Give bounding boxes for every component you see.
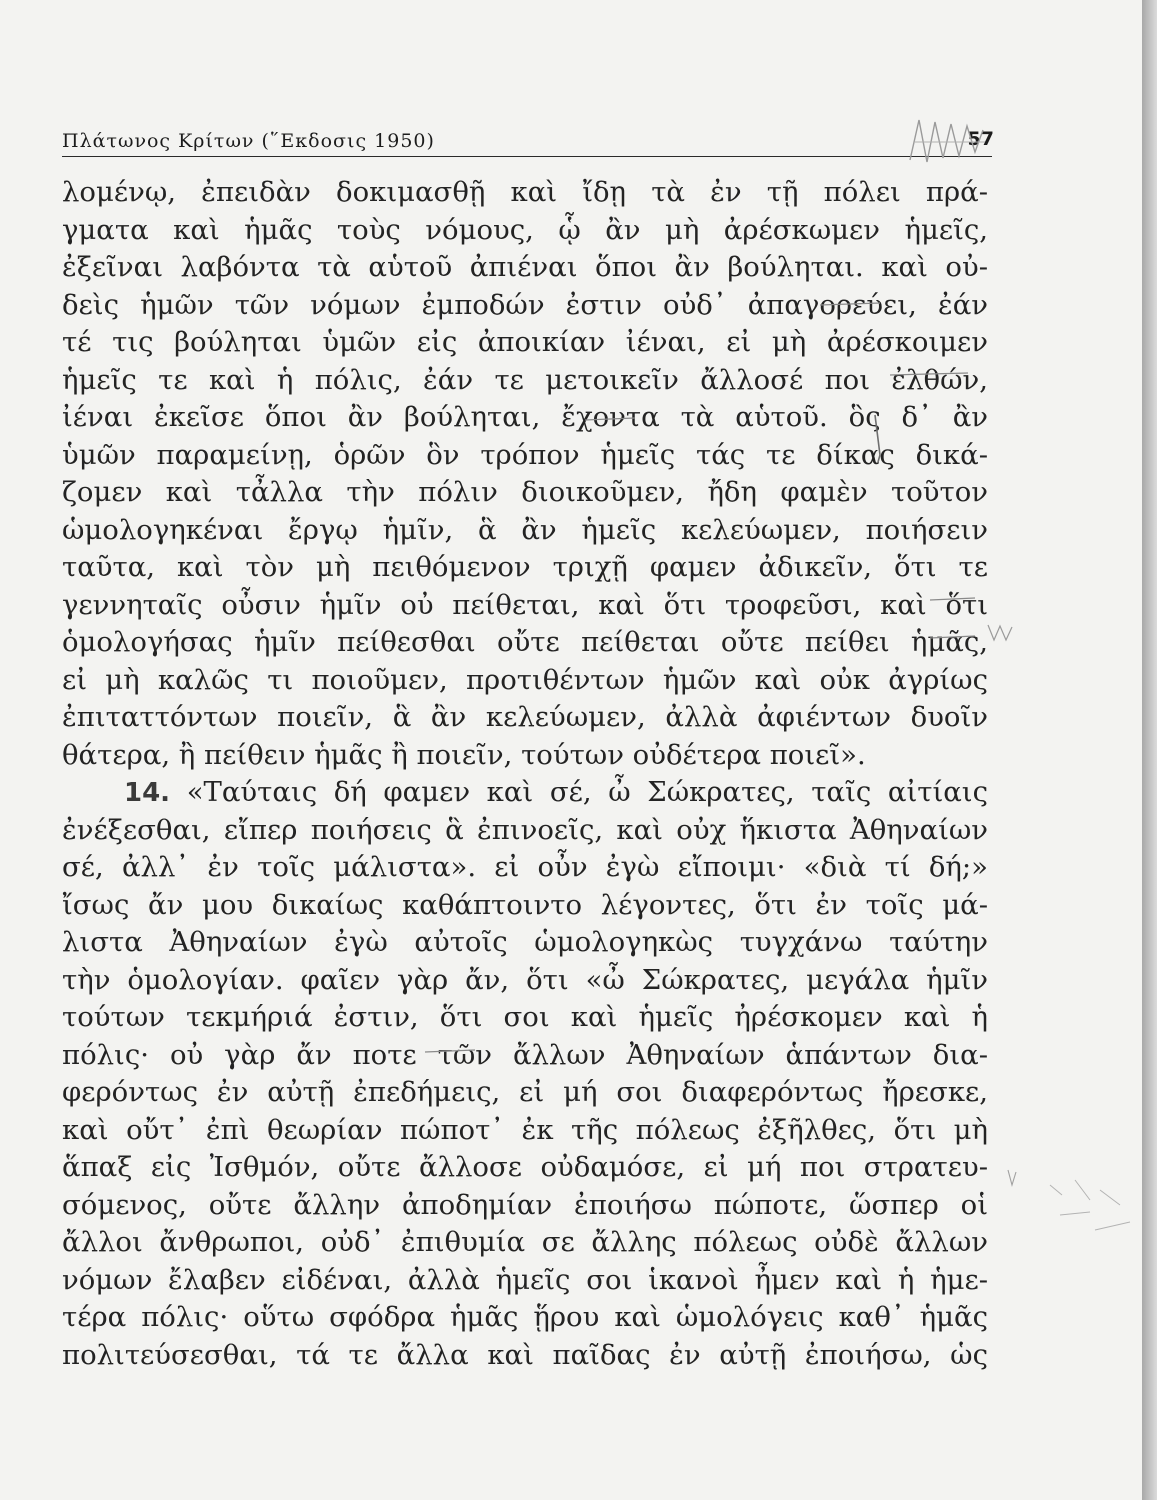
text-line: εἰ μὴ καλῶς τι ποιοῦμεν, προτιθέντων ἡμῶν καὶ οὐκ ἀγρίως	[62, 663, 988, 696]
text-line: τέρα πόλις· οὕτω σφόδρα ἡμᾶς ᾕρου καὶ ὡμολόγεις καθ᾽ ἡμᾶς	[62, 1301, 988, 1333]
text-line: δεὶς ἡμῶν τῶν νόμων ἐμποδών ἐστιν οὐδ᾽ ἀπαγορεύει, ἐάν	[62, 288, 988, 321]
body-text	[62, 174, 988, 1374]
text-line: λομένῳ, ἐπειδὰν δοκιμασθῇ καὶ ἴδῃ τὰ ἐν τῇ πόλει πρά-	[62, 176, 988, 208]
text-line: ἡμεῖς τε καὶ ἡ πόλις, ἐάν τε μετοικεῖν ἄλλοσέ ποι ἐλθών,	[62, 363, 988, 396]
text-line: πολιτεύσεσθαι, τά τε ἄλλα καὶ παῖδας ἐν αὐτῇ ἐποιήσω, ὡς	[62, 1338, 988, 1371]
text-line: τὴν ὁμολογίαν. φαῖεν γὰρ ἄν, ὅτι «ὦ Σώκρατες, μεγάλα ἡμῖν	[62, 963, 988, 996]
page-number: 57	[967, 128, 994, 150]
text-line: σόμενος, οὔτε ἄλλην ἀποδημίαν ἐποιήσω πώποτε, ὥσπερ οἱ	[62, 1188, 988, 1221]
text-line: θάτερα, ἢ πείθειν ἡμᾶς ἢ ποιεῖν, τούτων οὐδέτερα ποιεῖ».	[62, 738, 866, 771]
section-first-line	[62, 774, 988, 812]
text-line: φερόντως ἐν αὐτῇ ἐπεδήμεις, εἰ μή σοι διαφερόντως ἤρεσκε,	[62, 1076, 988, 1108]
text-line: ὑμῶν παραμείνῃ, ὁρῶν ὃν τρόπον ἡμεῖς τάς τε δίκας δικά-	[62, 438, 988, 471]
text-line: ὡμολογηκέναι ἔργῳ ἡμῖν, ἃ ἂν ἡμεῖς κελεύωμεν, ποιήσειν	[62, 513, 988, 546]
text-line: γματα καὶ ἡμᾶς τοὺς νόμους, ᾧ ἂν μὴ ἀρέσκωμεν ἡμεῖς,	[62, 213, 988, 246]
text-line: ὁμολογήσας ἡμῖν πείθεσθαι οὔτε πείθεται οὔτε πείθει ἡμᾶς,	[62, 626, 988, 658]
text-line: ἐπιταττόντων ποιεῖν, ἃ ἂν κελεύωμεν, ἀλλὰ ἀφιέντων δυοῖν	[62, 701, 988, 733]
pencil-scribble-icon	[905, 112, 995, 172]
text-line: ἅπαξ εἰς Ἰσθμόν, οὔτε ἄλλοσε οὐδαμόσε, εἰ μή ποι στρατευ-	[62, 1151, 988, 1183]
text-line: γεννηταῖς οὖσιν ἡμῖν οὐ πείθεται, καὶ ὅτι τροφεῦσι, καὶ ὅτι	[62, 588, 988, 621]
running-header	[62, 122, 992, 157]
text-line: ταῦτα, καὶ τὸν μὴ πειθόμενον τριχῇ φαμεν ἀδικεῖν, ὅτι τε	[62, 551, 988, 583]
text-line: «Ταύταις δή φαμεν καὶ σέ, ὦ Σώκρατες, ταῖς αἰτίαις	[186, 776, 988, 808]
text-line: τούτων τεκμήριά ἐστιν, ὅτι σοι καὶ ἡμεῖς ἠρέσκομεν καὶ ἡ	[62, 1001, 988, 1033]
text-line: λιστα Ἀθηναίων ἐγὼ αὐτοῖς ὡμολογηκὼς τυγχάνω ταύτην	[62, 926, 988, 958]
text-line: ζομεν καὶ τἆλλα τὴν πόλιν διοικοῦμεν, ἤδη φαμὲν τοῦτον	[62, 476, 988, 508]
text-line: ἐξεῖναι λαβόντα τὰ αὑτοῦ ἀπιέναι ὅποι ἂν βούληται. καὶ οὐ-	[62, 251, 988, 283]
section-number: 14.	[124, 778, 171, 808]
text-line: ἐνέξεσθαι, εἴπερ ποιήσεις ἃ ἐπινοεῖς, καὶ οὐχ ἥκιστα Ἀθηναίων	[62, 813, 988, 846]
text-line: νόμων ἔλαβεν εἰδέναι, ἀλλὰ ἡμεῖς σοι ἱκανοὶ ἦμεν καὶ ἡ ἡμε-	[62, 1263, 988, 1296]
text-line: σέ, ἀλλ᾽ ἐν τοῖς μάλιστα». εἰ οὖν ἐγὼ εἴποιμι· «διὰ τί δή;»	[62, 851, 988, 883]
text-line: ἄλλοι ἄνθρωποι, οὐδ᾽ ἐπιθυμία σε ἄλλης πόλεως οὐδὲ ἄλλων	[62, 1226, 988, 1258]
text-line: καὶ οὔτ᾽ ἐπὶ θεωρίαν πώποτ᾽ ἐκ τῆς πόλεως ἐξῆλθες, ὅτι μὴ	[62, 1113, 988, 1146]
text-line: τέ τις βούληται ὑμῶν εἰς ἀποικίαν ἰέναι, εἰ μὴ ἀρέσκοιμεν	[62, 326, 988, 358]
page-edge-shadow	[1142, 0, 1157, 1500]
header-title: Πλάτωνος Κρίτων (῞Εκδοσις 1950)	[62, 130, 435, 152]
text-line: ἴσως ἄν μου δικαίως καθάπτοιντο λέγοντες, ὅτι ἐν τοῖς μά-	[62, 888, 988, 921]
text-line: ἰέναι ἐκεῖσε ὅποι ἂν βούληται, ἔχοντα τὰ αὑτοῦ. ὃς δ᾽ ἂν	[62, 401, 988, 433]
text-line: πόλις· οὐ γὰρ ἄν ποτε τῶν ἄλλων Ἀθηναίων ἁπάντων δια-	[62, 1038, 988, 1071]
